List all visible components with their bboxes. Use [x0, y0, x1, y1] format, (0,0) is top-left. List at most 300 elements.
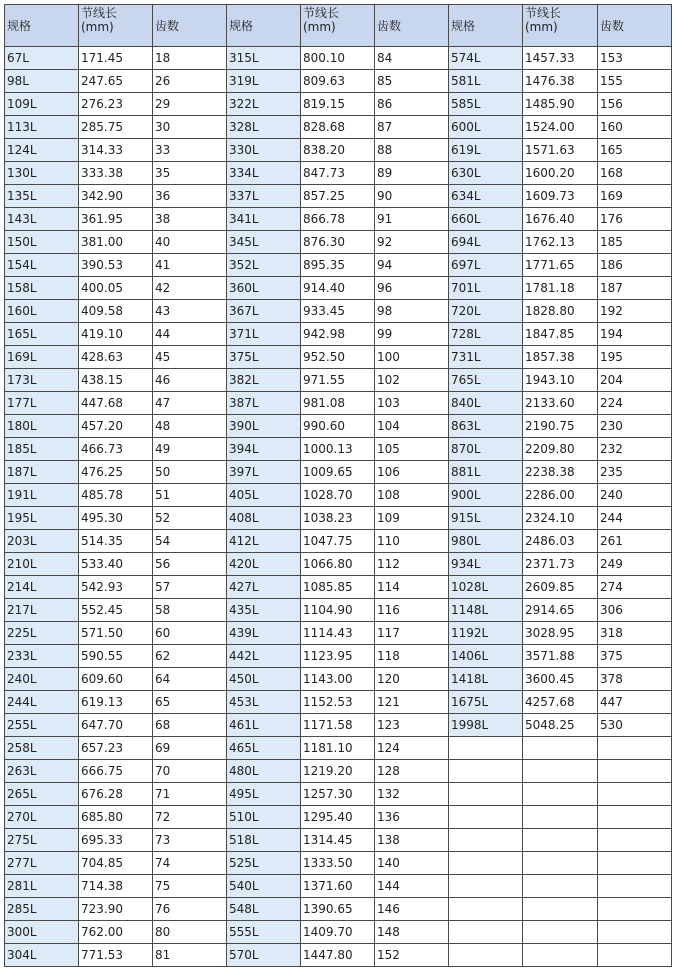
spec-cell: 185L [5, 438, 79, 461]
spec-cell: 731L [449, 346, 523, 369]
teeth-cell: 165 [598, 139, 672, 162]
table-row [5, 415, 672, 438]
teeth-cell: 375 [598, 645, 672, 668]
pitch-length-cell: 1066.80 [301, 553, 375, 576]
spec-cell: 240L [5, 668, 79, 691]
teeth-cell [598, 944, 672, 967]
teeth-cell: 89 [375, 162, 449, 185]
teeth-cell [598, 898, 672, 921]
teeth-cell [598, 875, 672, 898]
teeth-cell: 138 [375, 829, 449, 852]
pitch-length-cell: 676.28 [79, 783, 153, 806]
teeth-cell: 105 [375, 438, 449, 461]
pitch-length-cell [523, 944, 598, 967]
teeth-cell [598, 737, 672, 760]
pitch-length-cell: 2371.73 [523, 553, 598, 576]
teeth-cell: 187 [598, 277, 672, 300]
spec-cell: 1192L [449, 622, 523, 645]
pitch-length-cell [523, 898, 598, 921]
spec-cell: 67L [5, 47, 79, 70]
pitch-length-cell: 2286.00 [523, 484, 598, 507]
spec-cell: 394L [227, 438, 301, 461]
table-row [5, 277, 672, 300]
pitch-length-cell: 428.63 [79, 346, 153, 369]
pitch-length-cell: 476.25 [79, 461, 153, 484]
pitch-length-cell: 457.20 [79, 415, 153, 438]
teeth-cell: 80 [153, 921, 227, 944]
pitch-length-cell: 2238.38 [523, 461, 598, 484]
pitch-length-cell: 1781.18 [523, 277, 598, 300]
pitch-length-cell: 1114.43 [301, 622, 375, 645]
pitch-length-cell: 895.35 [301, 254, 375, 277]
pitch-length-cell [523, 852, 598, 875]
header-teeth: 齿数 [375, 5, 449, 47]
spec-cell: 304L [5, 944, 79, 967]
pitch-length-cell [523, 806, 598, 829]
pitch-length-cell: 1171.58 [301, 714, 375, 737]
teeth-cell: 57 [153, 576, 227, 599]
spec-cell: 154L [5, 254, 79, 277]
table-row [5, 530, 672, 553]
spec-cell: 660L [449, 208, 523, 231]
teeth-cell: 38 [153, 208, 227, 231]
table-row [5, 898, 672, 921]
spec-cell: 113L [5, 116, 79, 139]
spec-cell [449, 921, 523, 944]
spec-cell: 408L [227, 507, 301, 530]
pitch-length-cell: 381.00 [79, 231, 153, 254]
pitch-length-cell: 571.50 [79, 622, 153, 645]
teeth-cell: 65 [153, 691, 227, 714]
pitch-length-cell: 514.35 [79, 530, 153, 553]
teeth-cell [598, 829, 672, 852]
pitch-length-cell: 685.80 [79, 806, 153, 829]
teeth-cell: 274 [598, 576, 672, 599]
table-row [5, 760, 672, 783]
teeth-cell: 118 [375, 645, 449, 668]
spec-cell: 371L [227, 323, 301, 346]
table-row [5, 162, 672, 185]
teeth-cell: 40 [153, 231, 227, 254]
table-row [5, 254, 672, 277]
teeth-cell: 194 [598, 323, 672, 346]
table-row [5, 783, 672, 806]
table-row [5, 116, 672, 139]
teeth-cell: 48 [153, 415, 227, 438]
pitch-length-cell: 1609.73 [523, 185, 598, 208]
spec-cell: 180L [5, 415, 79, 438]
pitch-length-cell: 409.58 [79, 300, 153, 323]
pitch-length-cell: 1009.65 [301, 461, 375, 484]
spec-cell: 214L [5, 576, 79, 599]
pitch-length-cell: 619.13 [79, 691, 153, 714]
pitch-length-cell: 876.30 [301, 231, 375, 254]
spec-cell: 187L [5, 461, 79, 484]
table-row [5, 645, 672, 668]
teeth-cell: 176 [598, 208, 672, 231]
teeth-cell: 128 [375, 760, 449, 783]
teeth-cell: 30 [153, 116, 227, 139]
pitch-length-cell: 1333.50 [301, 852, 375, 875]
pitch-length-cell: 1485.90 [523, 93, 598, 116]
pitch-length-cell: 438.15 [79, 369, 153, 392]
teeth-cell: 72 [153, 806, 227, 829]
pitch-length-cell: 1295.40 [301, 806, 375, 829]
spec-cell: 540L [227, 875, 301, 898]
teeth-cell: 112 [375, 553, 449, 576]
spec-cell: 277L [5, 852, 79, 875]
spec-cell: 258L [5, 737, 79, 760]
spec-cell: 442L [227, 645, 301, 668]
teeth-cell: 123 [375, 714, 449, 737]
spec-cell: 367L [227, 300, 301, 323]
spec-cell: 630L [449, 162, 523, 185]
teeth-cell [598, 806, 672, 829]
spec-cell: 900L [449, 484, 523, 507]
teeth-cell [598, 783, 672, 806]
teeth-cell: 50 [153, 461, 227, 484]
header-pitch-unit: (mm) [525, 20, 558, 34]
spec-cell: 315L [227, 47, 301, 70]
pitch-length-cell: 4257.68 [523, 691, 598, 714]
spec-cell: 881L [449, 461, 523, 484]
pitch-length-cell: 542.93 [79, 576, 153, 599]
spec-cell: 217L [5, 599, 79, 622]
spec-cell [449, 783, 523, 806]
table-row [5, 392, 672, 415]
spec-cell: 345L [227, 231, 301, 254]
teeth-cell: 232 [598, 438, 672, 461]
teeth-cell: 74 [153, 852, 227, 875]
pitch-length-cell: 1143.00 [301, 668, 375, 691]
teeth-cell [598, 760, 672, 783]
teeth-cell: 104 [375, 415, 449, 438]
pitch-length-cell: 5048.25 [523, 714, 598, 737]
teeth-cell: 99 [375, 323, 449, 346]
table-row [5, 553, 672, 576]
pitch-length-cell: 419.10 [79, 323, 153, 346]
teeth-cell: 54 [153, 530, 227, 553]
header-teeth: 齿数 [153, 5, 227, 47]
spec-cell: 439L [227, 622, 301, 645]
pitch-length-cell: 971.55 [301, 369, 375, 392]
spec-cell: 1028L [449, 576, 523, 599]
teeth-cell: 96 [375, 277, 449, 300]
pitch-length-cell: 838.20 [301, 139, 375, 162]
teeth-cell: 318 [598, 622, 672, 645]
pitch-length-cell: 1447.80 [301, 944, 375, 967]
pitch-length-cell: 485.78 [79, 484, 153, 507]
teeth-cell: 121 [375, 691, 449, 714]
pitch-length-cell: 1676.40 [523, 208, 598, 231]
table-row [5, 47, 672, 70]
pitch-length-cell: 533.40 [79, 553, 153, 576]
teeth-cell: 91 [375, 208, 449, 231]
teeth-cell: 153 [598, 47, 672, 70]
teeth-cell: 88 [375, 139, 449, 162]
pitch-length-cell: 1314.45 [301, 829, 375, 852]
teeth-cell: 117 [375, 622, 449, 645]
teeth-cell: 116 [375, 599, 449, 622]
table-row [5, 829, 672, 852]
spec-cell: 697L [449, 254, 523, 277]
spec-cell: 375L [227, 346, 301, 369]
pitch-length-cell: 2324.10 [523, 507, 598, 530]
header-pitch-unit: (mm) [303, 20, 336, 34]
teeth-cell: 124 [375, 737, 449, 760]
pitch-length-cell [523, 829, 598, 852]
teeth-cell: 168 [598, 162, 672, 185]
table-row [5, 944, 672, 967]
header-pitch-label: 节线长 [525, 6, 562, 20]
pitch-length-cell: 1047.75 [301, 530, 375, 553]
table-row [5, 93, 672, 116]
teeth-cell: 144 [375, 875, 449, 898]
spec-cell: 225L [5, 622, 79, 645]
teeth-cell: 106 [375, 461, 449, 484]
spec-cell: 195L [5, 507, 79, 530]
pitch-length-cell: 1219.20 [301, 760, 375, 783]
teeth-cell: 90 [375, 185, 449, 208]
teeth-cell: 120 [375, 668, 449, 691]
header-spec: 规格 [5, 5, 79, 47]
header-pitch-unit: (mm) [81, 20, 114, 34]
teeth-cell: 42 [153, 277, 227, 300]
table-row [5, 599, 672, 622]
pitch-length-cell: 809.63 [301, 70, 375, 93]
teeth-cell: 69 [153, 737, 227, 760]
pitch-length-cell: 714.38 [79, 875, 153, 898]
spec-cell: 1148L [449, 599, 523, 622]
spec-cell: 265L [5, 783, 79, 806]
pitch-length-cell: 1152.53 [301, 691, 375, 714]
table-row [5, 484, 672, 507]
pitch-length-cell: 552.45 [79, 599, 153, 622]
spec-cell: 330L [227, 139, 301, 162]
spec-cell: 548L [227, 898, 301, 921]
teeth-cell: 56 [153, 553, 227, 576]
pitch-length-cell: 1181.10 [301, 737, 375, 760]
spec-cell: 915L [449, 507, 523, 530]
teeth-cell: 110 [375, 530, 449, 553]
spec-cell: 382L [227, 369, 301, 392]
teeth-cell: 81 [153, 944, 227, 967]
teeth-cell: 108 [375, 484, 449, 507]
table-row [5, 323, 672, 346]
spec-cell: 619L [449, 139, 523, 162]
spec-cell: 465L [227, 737, 301, 760]
spec-cell [449, 944, 523, 967]
pitch-length-cell: 3571.88 [523, 645, 598, 668]
pitch-length-cell: 285.75 [79, 116, 153, 139]
pitch-length-cell: 1847.85 [523, 323, 598, 346]
header-teeth: 齿数 [598, 5, 672, 47]
pitch-length-cell: 1524.00 [523, 116, 598, 139]
spec-cell [449, 875, 523, 898]
pitch-length-cell: 1104.90 [301, 599, 375, 622]
pitch-length-cell: 704.85 [79, 852, 153, 875]
table-row [5, 691, 672, 714]
spec-cell: 173L [5, 369, 79, 392]
teeth-cell: 114 [375, 576, 449, 599]
pitch-length-cell: 1571.63 [523, 139, 598, 162]
teeth-cell: 185 [598, 231, 672, 254]
teeth-cell: 75 [153, 875, 227, 898]
table-row [5, 70, 672, 93]
teeth-cell: 51 [153, 484, 227, 507]
teeth-cell: 100 [375, 346, 449, 369]
spec-cell: 1406L [449, 645, 523, 668]
spec-cell: 870L [449, 438, 523, 461]
pitch-length-cell [523, 921, 598, 944]
teeth-cell: 240 [598, 484, 672, 507]
pitch-length-cell: 1600.20 [523, 162, 598, 185]
teeth-cell: 85 [375, 70, 449, 93]
spec-cell: 694L [449, 231, 523, 254]
table-row [5, 507, 672, 530]
teeth-cell: 94 [375, 254, 449, 277]
table-row [5, 346, 672, 369]
teeth-cell: 155 [598, 70, 672, 93]
spec-cell: 210L [5, 553, 79, 576]
pitch-length-cell [523, 875, 598, 898]
spec-cell: 160L [5, 300, 79, 323]
spec-cell: 285L [5, 898, 79, 921]
pitch-length-cell: 771.53 [79, 944, 153, 967]
teeth-cell: 52 [153, 507, 227, 530]
pitch-length-cell: 1123.95 [301, 645, 375, 668]
teeth-cell: 235 [598, 461, 672, 484]
pitch-length-cell: 847.73 [301, 162, 375, 185]
pitch-length-cell: 3600.45 [523, 668, 598, 691]
teeth-cell: 132 [375, 783, 449, 806]
spec-cell: 98L [5, 70, 79, 93]
spec-cell: 244L [5, 691, 79, 714]
pitch-length-cell: 1409.70 [301, 921, 375, 944]
spec-cell: 334L [227, 162, 301, 185]
header-pitch-length [79, 5, 153, 47]
pitch-length-cell: 390.53 [79, 254, 153, 277]
teeth-cell: 70 [153, 760, 227, 783]
teeth-cell: 18 [153, 47, 227, 70]
pitch-length-cell: 1028.70 [301, 484, 375, 507]
teeth-cell: 47 [153, 392, 227, 415]
table-row [5, 737, 672, 760]
table-row [5, 806, 672, 829]
spec-cell: 495L [227, 783, 301, 806]
spec-cell: 480L [227, 760, 301, 783]
spec-cell: 461L [227, 714, 301, 737]
pitch-length-cell: 952.50 [301, 346, 375, 369]
pitch-length-cell: 447.68 [79, 392, 153, 415]
teeth-cell: 261 [598, 530, 672, 553]
spec-cell: 934L [449, 553, 523, 576]
pitch-length-cell: 590.55 [79, 645, 153, 668]
table-row [5, 300, 672, 323]
spec-cell: 840L [449, 392, 523, 415]
pitch-length-cell: 1371.60 [301, 875, 375, 898]
teeth-cell: 204 [598, 369, 672, 392]
pitch-length-cell: 2209.80 [523, 438, 598, 461]
teeth-cell: 49 [153, 438, 227, 461]
teeth-cell: 156 [598, 93, 672, 116]
spec-cell: 765L [449, 369, 523, 392]
spec-cell: 412L [227, 530, 301, 553]
header-pitch-length [523, 5, 598, 47]
teeth-cell: 195 [598, 346, 672, 369]
pitch-length-cell: 1476.38 [523, 70, 598, 93]
spec-cell: 405L [227, 484, 301, 507]
spec-cell: 143L [5, 208, 79, 231]
spec-cell: 555L [227, 921, 301, 944]
header-pitch-label: 节线长 [303, 6, 340, 20]
pitch-length-cell: 828.68 [301, 116, 375, 139]
teeth-cell: 92 [375, 231, 449, 254]
spec-cell: 130L [5, 162, 79, 185]
table-row [5, 668, 672, 691]
spec-cell: 518L [227, 829, 301, 852]
pitch-length-cell: 933.45 [301, 300, 375, 323]
pitch-length-cell: 1828.80 [523, 300, 598, 323]
teeth-cell: 86 [375, 93, 449, 116]
spec-cell: 169L [5, 346, 79, 369]
pitch-length-cell: 2190.75 [523, 415, 598, 438]
spec-cell: 352L [227, 254, 301, 277]
pitch-length-cell: 1762.13 [523, 231, 598, 254]
teeth-cell: 447 [598, 691, 672, 714]
pitch-length-cell: 1390.65 [301, 898, 375, 921]
pitch-length-cell: 1457.33 [523, 47, 598, 70]
spec-cell: 300L [5, 921, 79, 944]
pitch-length-cell: 2609.85 [523, 576, 598, 599]
pitch-length-cell: 762.00 [79, 921, 153, 944]
teeth-cell: 68 [153, 714, 227, 737]
pitch-length-cell: 2486.03 [523, 530, 598, 553]
teeth-cell: 44 [153, 323, 227, 346]
spec-cell: 510L [227, 806, 301, 829]
table-row [5, 622, 672, 645]
teeth-cell: 102 [375, 369, 449, 392]
pitch-length-cell: 990.60 [301, 415, 375, 438]
teeth-cell: 109 [375, 507, 449, 530]
teeth-cell: 148 [375, 921, 449, 944]
spec-cell: 435L [227, 599, 301, 622]
teeth-cell: 87 [375, 116, 449, 139]
teeth-cell: 76 [153, 898, 227, 921]
spec-cell: 1998L [449, 714, 523, 737]
spec-cell: 191L [5, 484, 79, 507]
teeth-cell: 41 [153, 254, 227, 277]
pitch-length-cell [523, 760, 598, 783]
pitch-length-cell: 400.05 [79, 277, 153, 300]
table-row [5, 185, 672, 208]
spec-cell: 322L [227, 93, 301, 116]
pitch-length-cell: 314.33 [79, 139, 153, 162]
teeth-cell: 36 [153, 185, 227, 208]
teeth-cell [598, 921, 672, 944]
spec-cell: 341L [227, 208, 301, 231]
spec-cell: 570L [227, 944, 301, 967]
teeth-cell: 58 [153, 599, 227, 622]
table-header-row [5, 5, 672, 47]
teeth-cell: 103 [375, 392, 449, 415]
pitch-length-cell: 466.73 [79, 438, 153, 461]
header-spec: 规格 [227, 5, 301, 47]
teeth-cell: 60 [153, 622, 227, 645]
spec-cell: 581L [449, 70, 523, 93]
teeth-cell: 45 [153, 346, 227, 369]
teeth-cell: 26 [153, 70, 227, 93]
